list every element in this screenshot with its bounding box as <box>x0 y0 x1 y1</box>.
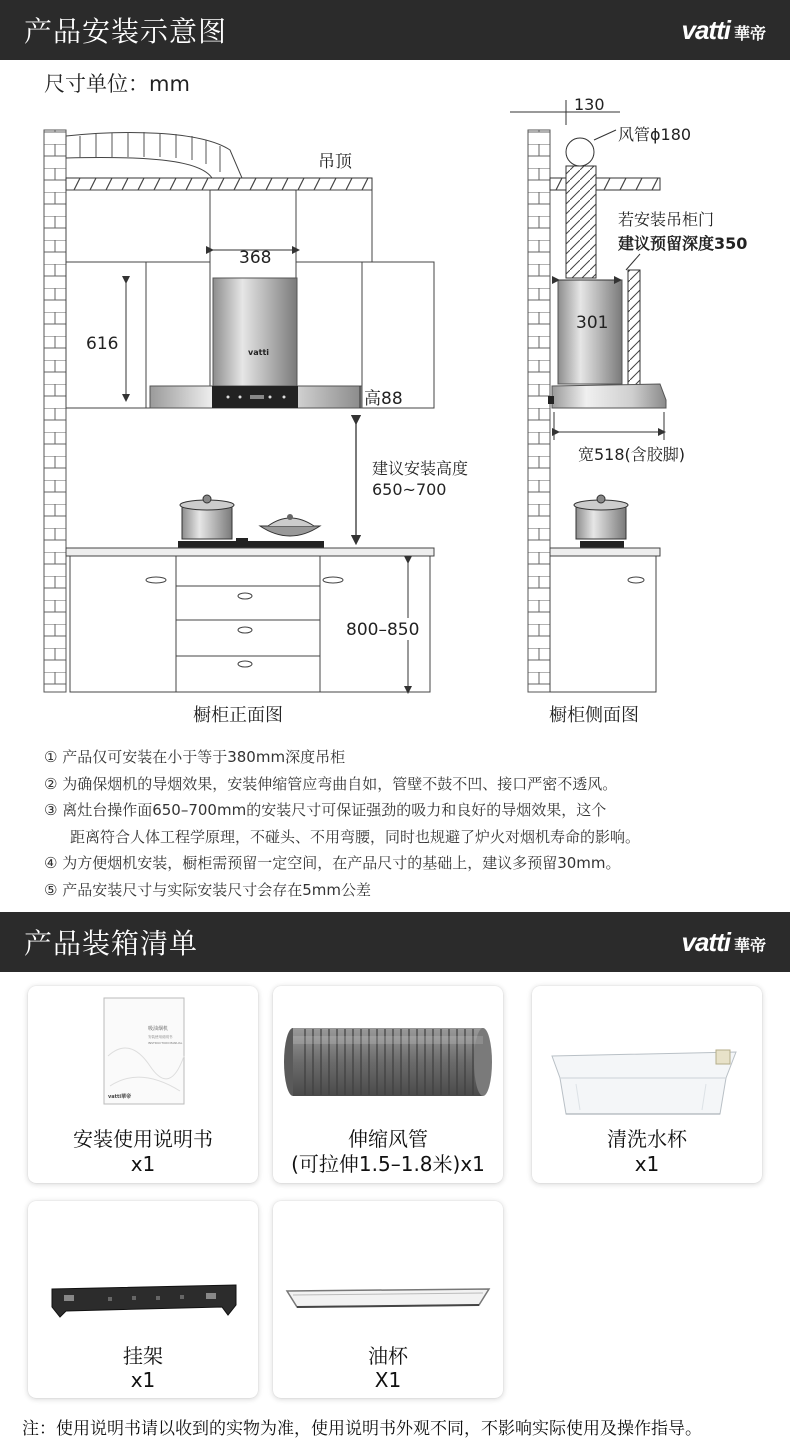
side-duct-column <box>566 166 596 278</box>
note-3-cont: 距离符合人体工程学原理，不碰头、不用弯腰，同时也规避了炉火对烟机寿命的影响。 <box>70 827 641 846</box>
oil-cup-icon <box>283 1285 493 1311</box>
packing-section-header <box>0 912 790 972</box>
packing-item-bracket <box>28 1201 258 1398</box>
base-drawer-2 <box>176 620 320 656</box>
bracket-icon <box>46 1281 242 1321</box>
item-qty-oil-cup: X1 <box>374 1368 402 1392</box>
side-stock-pot <box>574 495 628 539</box>
upper-cabinet-right2 <box>362 262 434 408</box>
dim-800-850: 800–850 <box>346 620 420 640</box>
wok <box>260 514 320 536</box>
ceiling-label: 吊顶 <box>318 152 352 172</box>
stock-pot <box>180 495 234 539</box>
packing-item-manual <box>28 986 258 1183</box>
item-qty-duct: (可拉伸1.5–1.8米)x1 <box>291 1152 485 1176</box>
footnote: 注：使用说明书请以收到的实物为准，使用说明书外观不同，不影响实际使用及操作指导。 <box>22 1419 702 1439</box>
countertop <box>66 548 434 556</box>
brand-cn-2: 華帝 <box>733 935 766 955</box>
front-view <box>44 130 468 726</box>
upper-cabinet-left-top <box>66 190 210 262</box>
vatti-logo <box>682 15 766 46</box>
dim-368: 368 <box>239 248 272 268</box>
gas-stove <box>178 541 324 548</box>
base-drawer-top <box>176 556 320 586</box>
note-2: ② 为确保烟机的导烟效果，安装伸缩管应弯曲自如，管壁不鼓不凹、接口严密不透风。 <box>44 774 618 793</box>
manual-cover-sub1: 安装使用说明书 <box>148 1035 173 1039</box>
install-section-header <box>0 0 790 60</box>
dim-88: 高88 <box>364 389 403 409</box>
front-duct <box>66 132 242 178</box>
manual-cover-title: 吸油烟机 <box>148 1026 169 1032</box>
brand-latin: vatti <box>681 14 730 45</box>
hood-chimney <box>213 278 297 386</box>
cabinet-door-line2: 建议预留深度350 <box>618 234 748 253</box>
base-drawer-1 <box>176 586 320 620</box>
side-view <box>510 95 747 726</box>
note-5: ⑤ 产品安装尺寸与实际安装尺寸会存在5mm公差 <box>44 880 371 899</box>
manual-cover-brand: vatti華帝 <box>108 1094 132 1100</box>
note-1: ① 产品仅可安装在小于等于380mm深度吊柜 <box>44 748 346 766</box>
dim-616: 616 <box>86 334 119 354</box>
water-cup-icon <box>546 1048 746 1118</box>
side-base-cabinet <box>550 556 656 692</box>
installation-notes <box>44 744 774 903</box>
vatti-logo-2 <box>682 927 766 958</box>
cabinet-door-line1: 若安装吊柜门 <box>618 210 715 229</box>
item-name-duct: 伸缩风管 <box>348 1127 428 1151</box>
units-label: 尺寸单位：mm <box>44 72 190 96</box>
side-duct-circle <box>566 138 594 166</box>
dim-518: 宽518(含胶脚) <box>578 445 686 464</box>
item-name-manual: 安装使用说明书 <box>73 1127 213 1151</box>
item-qty-bracket: x1 <box>130 1368 156 1392</box>
front-wall <box>44 130 66 692</box>
note-4: ④ 为方便烟机安装，橱柜需预留一定空间，在产品尺寸的基础上，建议多预留30mm。 <box>44 854 621 872</box>
side-wall <box>528 130 550 692</box>
note-3: ③ 离灶台操作面650–700mm的安装尺寸可保证强劲的吸力和良好的导烟效果，这个 <box>44 801 607 819</box>
duct-label: 风管ϕ180 <box>618 125 692 144</box>
packing-item-oil-cup <box>273 1201 503 1398</box>
duct-icon <box>283 1022 493 1102</box>
packing-item-duct <box>273 986 503 1183</box>
side-hood-body <box>552 384 666 408</box>
install-height-title: 建议安装高度 <box>372 459 469 478</box>
manual-cover-sub2: INSTRUCTION MANUAL <box>148 1041 183 1045</box>
packing-item-water-cup <box>532 986 762 1183</box>
item-name-bracket: 挂架 <box>123 1344 163 1368</box>
install-section-title: 产品安装示意图 <box>24 15 228 48</box>
item-qty-water-cup: x1 <box>634 1152 660 1176</box>
hood-brand: vatti <box>248 348 270 357</box>
upper-cabinet-right-top <box>296 190 372 262</box>
item-qty-manual: x1 <box>130 1152 156 1176</box>
install-height-value: 650~700 <box>372 480 447 499</box>
dim-130: 130 <box>574 95 605 114</box>
brand-latin-2: vatti <box>681 926 730 957</box>
installation-diagram <box>0 60 790 740</box>
manual-icon <box>100 996 188 1108</box>
brand-cn: 華帝 <box>733 23 766 43</box>
packing-section-title: 产品装箱清单 <box>24 927 199 960</box>
front-view-caption: 橱柜正面图 <box>193 705 283 726</box>
item-name-oil-cup: 油杯 <box>368 1344 408 1368</box>
side-view-caption: 橱柜侧面图 <box>549 705 639 726</box>
item-name-water-cup: 清洗水杯 <box>607 1127 687 1151</box>
dim-301: 301 <box>576 313 609 333</box>
base-door-left <box>70 556 176 692</box>
